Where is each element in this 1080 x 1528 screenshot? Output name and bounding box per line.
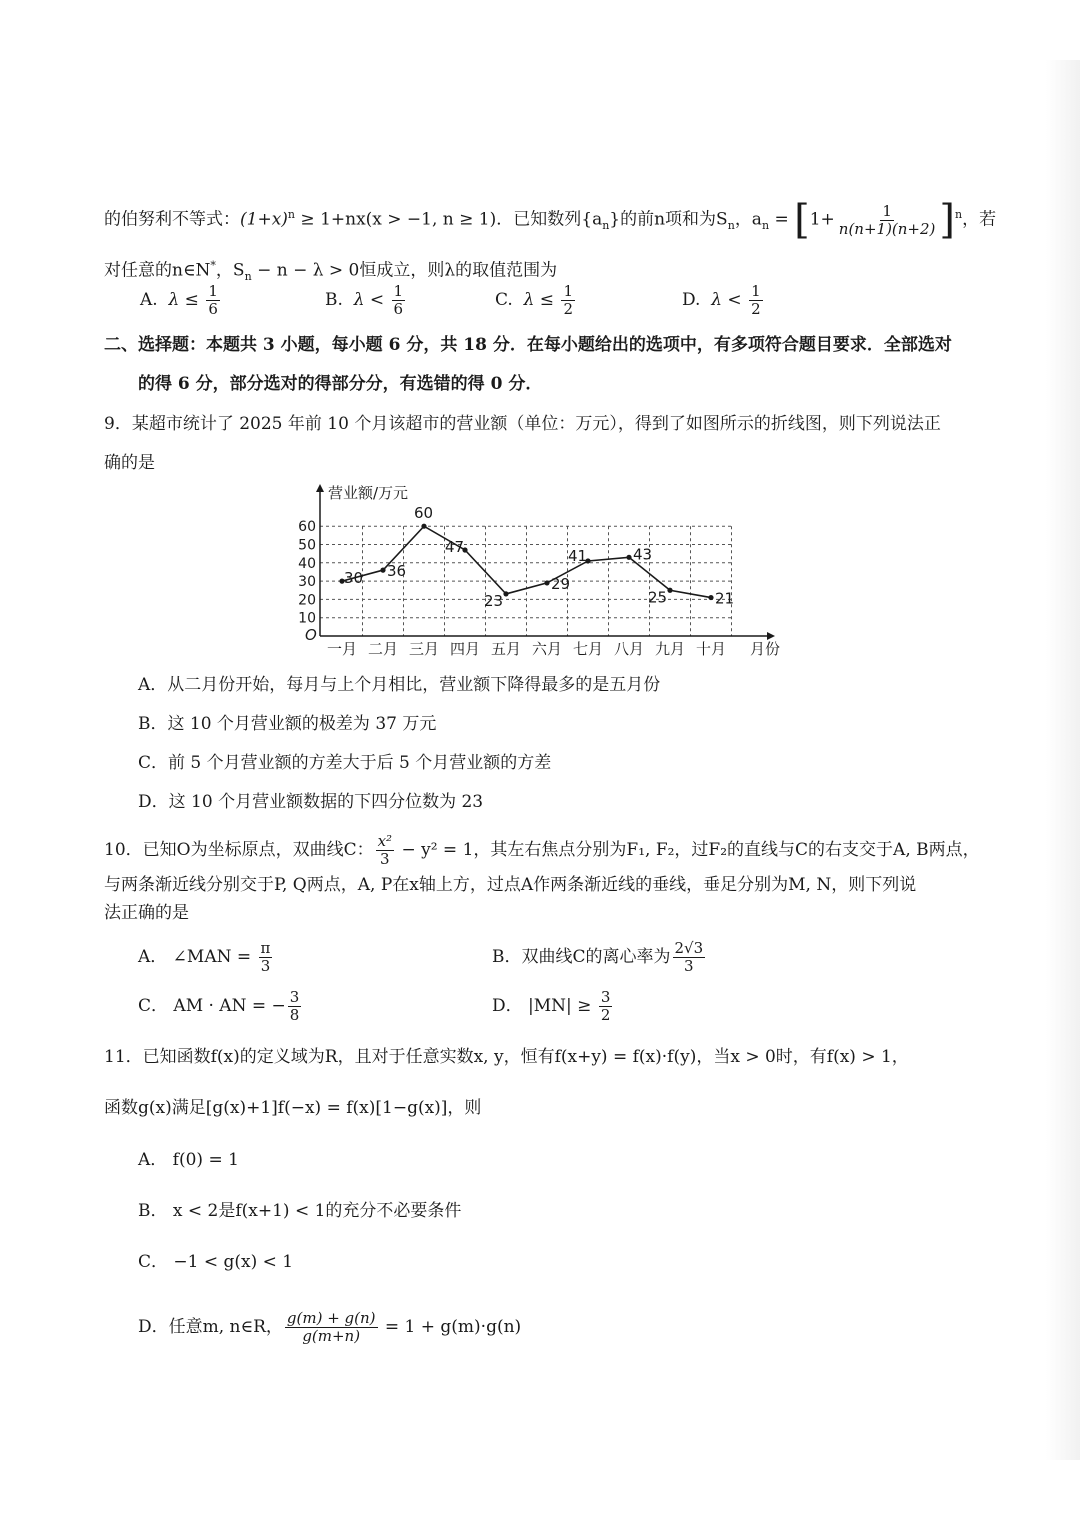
q10-option-d xyxy=(492,989,614,1024)
fraction-numerator: 1 xyxy=(882,201,892,220)
x-tick-label: 六月 xyxy=(531,640,563,658)
q9-option-b: B．这 10 个月营业额的极差为 37 万元 xyxy=(138,714,437,734)
origin-label: O xyxy=(305,626,317,644)
subscript: n xyxy=(602,218,610,232)
fraction xyxy=(561,283,575,318)
superscript: n xyxy=(287,207,296,221)
fraction-denominator: 2 xyxy=(600,1006,611,1024)
intro-text: − n − λ > 0恒成立，则λ的取值范围为 xyxy=(251,260,558,281)
chart-grid xyxy=(320,526,735,636)
bracket: ] xyxy=(939,197,956,243)
fraction xyxy=(749,283,763,318)
fraction xyxy=(285,1310,378,1345)
x-tick-label: 一月 xyxy=(326,640,358,658)
intro-text: 对任意的n∈N xyxy=(104,260,211,281)
option-letter: B. xyxy=(325,290,343,310)
data-label: 43 xyxy=(633,545,653,564)
intro-text: ≥ 1+nx(x > −1, n ≥ 1)．已知数列{a xyxy=(295,209,603,230)
fraction xyxy=(376,833,394,868)
data-label: 23 xyxy=(484,591,504,610)
data-label: 29 xyxy=(551,574,571,593)
fraction-numerator: 1 xyxy=(751,282,761,300)
option-text: = 1 + g(m)·g(n) xyxy=(379,1317,522,1337)
q9-stem-line-1: 9．某超市统计了 2025 年前 10 个月该超市的营业额（单位：万元），得到了如图所示的折线图，则下列说法正 xyxy=(104,414,941,434)
subscript: n xyxy=(244,270,252,284)
fraction-denominator: 2 xyxy=(563,300,573,318)
subscript: n xyxy=(727,218,735,232)
fraction-denominator: 2 xyxy=(751,300,761,318)
fraction xyxy=(259,940,273,975)
q9-option-c: C．前 5 个月营业额的方差大于后 5 个月营业额的方差 xyxy=(138,753,552,773)
q9-option-a: A．从二月份开始，每月与上个月相比，营业额下降得最多的是五月份 xyxy=(138,675,661,695)
y-tick-label: 30 xyxy=(298,574,316,591)
fraction xyxy=(206,283,220,318)
x-tick-label: 五月 xyxy=(490,640,522,658)
x-tick-label: 二月 xyxy=(367,640,399,658)
fraction-denominator: 3 xyxy=(380,850,390,868)
x-tick-label: 九月 xyxy=(654,640,686,658)
intro-text: = xyxy=(769,209,795,230)
x-tick-labels xyxy=(327,640,726,658)
fraction-denominator: n(n+1)(n+2) xyxy=(838,219,936,238)
x-tick-label: 七月 xyxy=(572,640,604,658)
option-text: B．双曲线C的离心率为 xyxy=(492,947,671,967)
y-tick-label: 10 xyxy=(298,610,316,627)
superscript: n xyxy=(955,207,963,221)
q11-option-d xyxy=(138,1310,521,1345)
y-axis-arrow-icon xyxy=(316,484,324,492)
y-tick-label: 40 xyxy=(298,555,316,572)
fraction-numerator: 1 xyxy=(393,282,404,300)
q11-option-a: A． f(0) = 1 xyxy=(138,1150,239,1170)
data-label: 30 xyxy=(344,569,364,588)
line-chart xyxy=(280,476,800,666)
option-text: D． |MN| ≥ xyxy=(492,996,597,1016)
q10-text: 10．已知O为坐标原点，双曲线C： xyxy=(104,840,374,860)
scan-edge-shadow xyxy=(1046,60,1080,1460)
fraction-denominator: 3 xyxy=(260,957,271,975)
fraction-numerator: 2√3 xyxy=(674,939,704,957)
intro-text: 1+ xyxy=(809,209,835,230)
fraction-denominator: 8 xyxy=(289,1006,300,1024)
subscript: n xyxy=(761,218,770,232)
q8-option-b xyxy=(325,283,407,318)
option-letter: D. xyxy=(682,290,701,310)
q10-stem-line-1 xyxy=(104,833,980,868)
intro-text: ，若 xyxy=(962,209,997,230)
q8-option-a xyxy=(140,283,222,318)
q9-stem-line-2: 确的是 xyxy=(104,453,155,473)
fraction xyxy=(392,283,406,318)
fraction-denominator: g(m+n) xyxy=(302,1327,361,1345)
data-point xyxy=(626,555,631,560)
y-tick-label: 60 xyxy=(298,519,316,536)
x-tick-label: 八月 xyxy=(613,640,645,658)
option-letter: C. xyxy=(495,290,513,310)
q8-option-d xyxy=(682,283,765,318)
fraction-numerator: 1 xyxy=(208,282,218,300)
y-tick-labels xyxy=(298,519,316,627)
intro-line-1 xyxy=(104,197,997,243)
q10-option-b xyxy=(492,940,707,975)
q11-option-c: C． −1 < g(x) < 1 xyxy=(138,1252,294,1272)
data-label: 25 xyxy=(648,588,668,607)
q11-option-b: B． x < 2是f(x+1) < 1的充分不必要条件 xyxy=(138,1201,462,1221)
data-point xyxy=(380,568,385,573)
data-point xyxy=(421,524,426,529)
data-point xyxy=(667,588,672,593)
intro-text: }的前n项和为S xyxy=(609,209,728,230)
fraction-numerator: 3 xyxy=(289,988,300,1006)
q10-text: − y² = 1，其左右焦点分别为F₁, F₂，过F₂的直线与C的右支交于A, B两点， xyxy=(396,840,980,860)
q10-stem-line-2: 与两条渐近线分别交于P, Q两点，A, P在x轴上方，过点A作两条渐近线的垂线，垂足分别为M, N，则下列说 xyxy=(104,875,917,895)
option-text: A． ∠MAN = xyxy=(138,947,257,967)
option-text: D．任意m, n∈R， xyxy=(138,1317,283,1337)
y-axis-label: 营业额/万元 xyxy=(328,484,409,502)
x-tick-label: 四月 xyxy=(449,640,481,658)
intro-text: ，S xyxy=(215,260,245,281)
bracket: [ xyxy=(794,197,810,243)
q11-stem-line-2: 函数g(x)满足[g(x)+1]f(−x) = f(x)[1−g(x)]，则 xyxy=(104,1098,482,1118)
fraction xyxy=(673,940,706,975)
fraction-numerator: g(m) + g(n) xyxy=(286,1309,376,1327)
intro-text: ，a xyxy=(734,209,762,230)
option-text: λ ≤ xyxy=(523,290,560,310)
data-label: 41 xyxy=(568,546,588,565)
fraction-numerator: x² xyxy=(377,832,393,850)
fraction-denominator: 6 xyxy=(393,300,404,318)
q10-option-a xyxy=(138,940,274,975)
data-label: 60 xyxy=(414,504,434,523)
q11-stem-line-1: 11．已知函数f(x)的定义域为R，且对于任意实数x, y，恒有f(x+y) = f(x)·f(y)，当x > 0时，有f(x) > 1， xyxy=(104,1047,909,1067)
x-axis-label: 月份 xyxy=(750,640,781,658)
q10-stem-line-3: 法正确的是 xyxy=(104,903,189,923)
fraction-numerator: π xyxy=(260,939,271,957)
y-tick-label: 20 xyxy=(298,592,316,609)
fraction-numerator: 3 xyxy=(600,988,611,1006)
fraction xyxy=(599,989,613,1024)
section-heading-line-1: 二、选择题：本题共 3 小题，每小题 6 分，共 18 分．在每小题给出的选项中，有多项符合题目要求．全部选对 xyxy=(104,335,952,355)
fraction-denominator: 6 xyxy=(208,300,218,318)
x-tick-label: 十月 xyxy=(695,640,727,658)
superscript: * xyxy=(210,259,216,272)
data-label: 21 xyxy=(715,589,735,608)
section-heading-line-2: 的得 6 分，部分选对的得部分分，有选错的得 0 分． xyxy=(138,374,543,394)
q8-option-c xyxy=(495,283,577,318)
intro-text: 的伯努利不等式： xyxy=(104,209,240,230)
intro-text: (1+x) xyxy=(240,209,288,230)
data-label: 47 xyxy=(445,537,465,556)
x-tick-label: 三月 xyxy=(408,640,440,658)
q9-option-d: D．这 10 个月营业额数据的下四分位数为 23 xyxy=(138,792,484,812)
x-axis-arrow-icon xyxy=(767,632,775,640)
option-text: λ < xyxy=(353,290,390,310)
data-point xyxy=(503,591,508,596)
q10-option-c xyxy=(138,989,303,1024)
data-point xyxy=(544,580,549,585)
fraction xyxy=(837,203,938,238)
option-text: λ ≤ xyxy=(168,290,205,310)
y-tick-label: 50 xyxy=(298,537,316,554)
data-labels xyxy=(344,504,734,610)
option-letter: A. xyxy=(140,290,158,310)
option-text: C． AM · AN = − xyxy=(138,996,286,1016)
data-label: 36 xyxy=(387,562,407,581)
option-text: λ < xyxy=(711,290,748,310)
data-point xyxy=(708,595,713,600)
fraction-numerator: 1 xyxy=(563,282,573,300)
fraction xyxy=(288,989,302,1024)
fraction-denominator: 3 xyxy=(684,957,694,975)
